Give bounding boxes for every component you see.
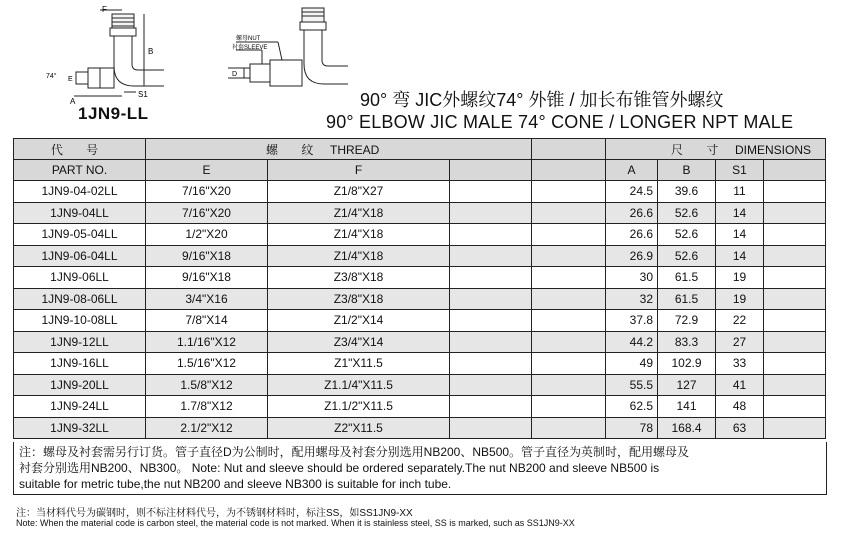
page-title-cn: 90° 弯 JIC外螺纹74° 外锥 / 加长布锥管外螺纹 bbox=[360, 90, 724, 110]
table-row bbox=[14, 353, 826, 375]
dim-a-cell: 26.9 bbox=[606, 245, 658, 267]
dim-s1-cell: 41 bbox=[716, 374, 764, 396]
dim-s1-cell: 14 bbox=[716, 202, 764, 224]
header-part-cn: 代 号 bbox=[14, 139, 146, 160]
part-no-cell: 1JN9-06-04LL bbox=[14, 245, 146, 267]
blank-cell bbox=[764, 396, 826, 418]
dim-a-cell: 26.6 bbox=[606, 202, 658, 224]
blank-cell bbox=[450, 310, 532, 332]
blank-cell bbox=[764, 417, 826, 439]
blank-cell bbox=[764, 353, 826, 375]
table-row bbox=[14, 181, 826, 203]
dim-s1-cell: 14 bbox=[716, 224, 764, 246]
model-code: 1JN9-LL bbox=[78, 104, 149, 123]
dim-b-cell: 168.4 bbox=[658, 417, 716, 439]
note-line-1: 注：螺母及衬套需另行订货。管子直径D为公制时，配用螺母及衬套分别选用NB200、NB500。管子直径为英制时，配用螺母及 bbox=[19, 445, 690, 459]
thread-f-cell: Z3/8"X18 bbox=[268, 288, 450, 310]
thread-e-cell: 7/16"X20 bbox=[146, 202, 268, 224]
thread-e-cell: 1/2"X20 bbox=[146, 224, 268, 246]
table-row bbox=[14, 202, 826, 224]
label-d: D bbox=[232, 71, 238, 78]
part-no-cell: 1JN9-06LL bbox=[14, 267, 146, 289]
blank-cell bbox=[532, 245, 606, 267]
thread-f-cell: Z3/8"X18 bbox=[268, 267, 450, 289]
part-no-cell: 1JN9-08-06LL bbox=[14, 288, 146, 310]
label-angle: 74° bbox=[46, 73, 57, 80]
blank-cell bbox=[532, 202, 606, 224]
blank-cell bbox=[532, 353, 606, 375]
blank-cell bbox=[450, 288, 532, 310]
dim-b-cell: 52.6 bbox=[658, 224, 716, 246]
blank-cell bbox=[532, 181, 606, 203]
dim-s1-cell: 19 bbox=[716, 267, 764, 289]
thread-f-cell: Z1"X11.5 bbox=[268, 353, 450, 375]
dim-b-cell: 61.5 bbox=[658, 267, 716, 289]
header-f: F bbox=[268, 160, 450, 181]
blank-cell bbox=[764, 374, 826, 396]
blank-cell bbox=[532, 288, 606, 310]
thread-f-cell: Z1/4"X18 bbox=[268, 224, 450, 246]
thread-f-cell: Z1.1/2"X11.5 bbox=[268, 396, 450, 418]
dim-a-cell: 24.5 bbox=[606, 181, 658, 203]
dim-a-cell: 44.2 bbox=[606, 331, 658, 353]
dim-s1-cell: 11 bbox=[716, 181, 764, 203]
blank-cell bbox=[532, 224, 606, 246]
thread-f-cell: Z2"X11.5 bbox=[268, 417, 450, 439]
part-no-cell: 1JN9-16LL bbox=[14, 353, 146, 375]
table-row bbox=[14, 224, 826, 246]
header-blank bbox=[532, 139, 606, 160]
blank-cell bbox=[764, 245, 826, 267]
blank-cell bbox=[764, 224, 826, 246]
part-no-cell: 1JN9-04LL bbox=[14, 202, 146, 224]
blank-cell bbox=[532, 417, 606, 439]
table-row bbox=[14, 310, 826, 332]
dim-b-cell: 52.6 bbox=[658, 202, 716, 224]
dim-a-cell: 55.5 bbox=[606, 374, 658, 396]
blank-cell bbox=[532, 396, 606, 418]
note-line-2: 衬套分别选用NB200、NB300。 Note: Nut and sleeve should be ordered separately.The nut NB200 and sleeve NB500 is bbox=[19, 461, 660, 475]
dim-a-cell: 62.5 bbox=[606, 396, 658, 418]
dim-s1-cell: 14 bbox=[716, 245, 764, 267]
label-nut: 螺母NUT bbox=[236, 36, 261, 42]
dim-a-cell: 49 bbox=[606, 353, 658, 375]
dim-b-cell: 83.3 bbox=[658, 331, 716, 353]
blank-cell bbox=[450, 417, 532, 439]
dim-a-cell: 78 bbox=[606, 417, 658, 439]
dim-a-cell: 26.6 bbox=[606, 224, 658, 246]
blank-cell bbox=[450, 245, 532, 267]
dim-b-cell: 72.9 bbox=[658, 310, 716, 332]
part-no-cell: 1JN9-04-02LL bbox=[14, 181, 146, 203]
blank-cell bbox=[532, 310, 606, 332]
elbow-nut-sleeve-drawing bbox=[208, 4, 358, 104]
label-sleeve: 衬套SLEEVE bbox=[232, 45, 268, 51]
blank-cell bbox=[764, 181, 826, 203]
dim-b-cell: 127 bbox=[658, 374, 716, 396]
part-no-cell: 1JN9-12LL bbox=[14, 331, 146, 353]
table-row bbox=[14, 331, 826, 353]
header-s1: S1 bbox=[716, 160, 764, 181]
part-no-cell: 1JN9-05-04LL bbox=[14, 224, 146, 246]
part-no-cell: 1JN9-32LL bbox=[14, 417, 146, 439]
table-row bbox=[14, 396, 826, 418]
dim-b-cell: 102.9 bbox=[658, 353, 716, 375]
blank-cell bbox=[450, 224, 532, 246]
elbow-drawing bbox=[46, 4, 220, 106]
thread-e-cell: 9/16"X18 bbox=[146, 245, 268, 267]
blank-cell bbox=[450, 396, 532, 418]
thread-e-cell: 3/4"X16 bbox=[146, 288, 268, 310]
dim-s1-cell: 63 bbox=[716, 417, 764, 439]
dim-s1-cell: 48 bbox=[716, 396, 764, 418]
blank-cell bbox=[764, 331, 826, 353]
table-header-row bbox=[14, 139, 826, 160]
blank-cell bbox=[450, 374, 532, 396]
header-a: A bbox=[606, 160, 658, 181]
thread-f-cell: Z1/4"X18 bbox=[268, 202, 450, 224]
dim-s1-cell: 33 bbox=[716, 353, 764, 375]
blank-cell bbox=[532, 374, 606, 396]
blank-cell bbox=[450, 353, 532, 375]
blank-cell bbox=[532, 267, 606, 289]
header-part-en: PART NO. bbox=[14, 160, 146, 181]
header-thread: 螺 纹 THREAD bbox=[146, 139, 532, 160]
label-a: A bbox=[70, 97, 76, 106]
blank-cell bbox=[764, 310, 826, 332]
page-title-en: 90° ELBOW JIC MALE 74° CONE / LONGER NPT MALE bbox=[326, 112, 794, 132]
notes-box bbox=[13, 442, 827, 495]
footer-note-en: Note: When the material code is carbon steel, the material code is not marked. When it is stainless steel, SS is marked, such as SS1JN9-XX bbox=[16, 518, 575, 528]
blank-cell bbox=[450, 181, 532, 203]
blank-cell bbox=[450, 202, 532, 224]
blank-cell bbox=[532, 331, 606, 353]
dim-b-cell: 39.6 bbox=[658, 181, 716, 203]
blank-cell bbox=[764, 202, 826, 224]
label-b: B bbox=[148, 47, 154, 56]
blank-cell bbox=[450, 331, 532, 353]
table-row bbox=[14, 288, 826, 310]
part-no-cell: 1JN9-10-08LL bbox=[14, 310, 146, 332]
label-s1: S1 bbox=[138, 90, 148, 99]
thread-f-cell: Z1.1/4"X11.5 bbox=[268, 374, 450, 396]
dim-a-cell: 32 bbox=[606, 288, 658, 310]
thread-e-cell: 1.1/16"X12 bbox=[146, 331, 268, 353]
header-dims: 尺 寸 DIMENSIONS bbox=[606, 139, 826, 160]
part-no-cell: 1JN9-24LL bbox=[14, 396, 146, 418]
table-subheader-row bbox=[14, 160, 826, 181]
table-row bbox=[14, 374, 826, 396]
table-row bbox=[14, 417, 826, 439]
footer-note-cn: 注：当材料代号为碳钢时，则不标注材料代号，为不锈钢材料时，标注SS，如SS1JN9-XX bbox=[16, 508, 413, 519]
header-b: B bbox=[658, 160, 716, 181]
dim-b-cell: 52.6 bbox=[658, 245, 716, 267]
thread-e-cell: 2.1/2"X12 bbox=[146, 417, 268, 439]
label-f: F bbox=[102, 5, 107, 14]
thread-f-cell: Z1/4"X18 bbox=[268, 245, 450, 267]
dim-b-cell: 61.5 bbox=[658, 288, 716, 310]
thread-e-cell: 1.5/8"X12 bbox=[146, 374, 268, 396]
blank-cell bbox=[764, 288, 826, 310]
note-line-3: suitable for metric tube,the nut NB200 and sleeve NB300 is suitable for inch tube. bbox=[19, 477, 452, 491]
part-no-cell: 1JN9-20LL bbox=[14, 374, 146, 396]
blank-cell bbox=[450, 267, 532, 289]
header-e: E bbox=[146, 160, 268, 181]
dim-s1-cell: 19 bbox=[716, 288, 764, 310]
thread-e-cell: 7/16"X20 bbox=[146, 181, 268, 203]
spec-table bbox=[13, 138, 826, 439]
thread-f-cell: Z1/8"X27 bbox=[268, 181, 450, 203]
blank-cell bbox=[764, 267, 826, 289]
thread-e-cell: 1.7/8"X12 bbox=[146, 396, 268, 418]
thread-e-cell: 7/8"X14 bbox=[146, 310, 268, 332]
thread-e-cell: 1.5/16"X12 bbox=[146, 353, 268, 375]
dim-a-cell: 37.8 bbox=[606, 310, 658, 332]
dim-s1-cell: 27 bbox=[716, 331, 764, 353]
thread-e-cell: 9/16"X18 bbox=[146, 267, 268, 289]
thread-f-cell: Z1/2"X14 bbox=[268, 310, 450, 332]
table-row bbox=[14, 245, 826, 267]
label-e: E bbox=[68, 76, 73, 83]
table-row bbox=[14, 267, 826, 289]
dim-s1-cell: 22 bbox=[716, 310, 764, 332]
dim-a-cell: 30 bbox=[606, 267, 658, 289]
thread-f-cell: Z3/4"X14 bbox=[268, 331, 450, 353]
dim-b-cell: 141 bbox=[658, 396, 716, 418]
